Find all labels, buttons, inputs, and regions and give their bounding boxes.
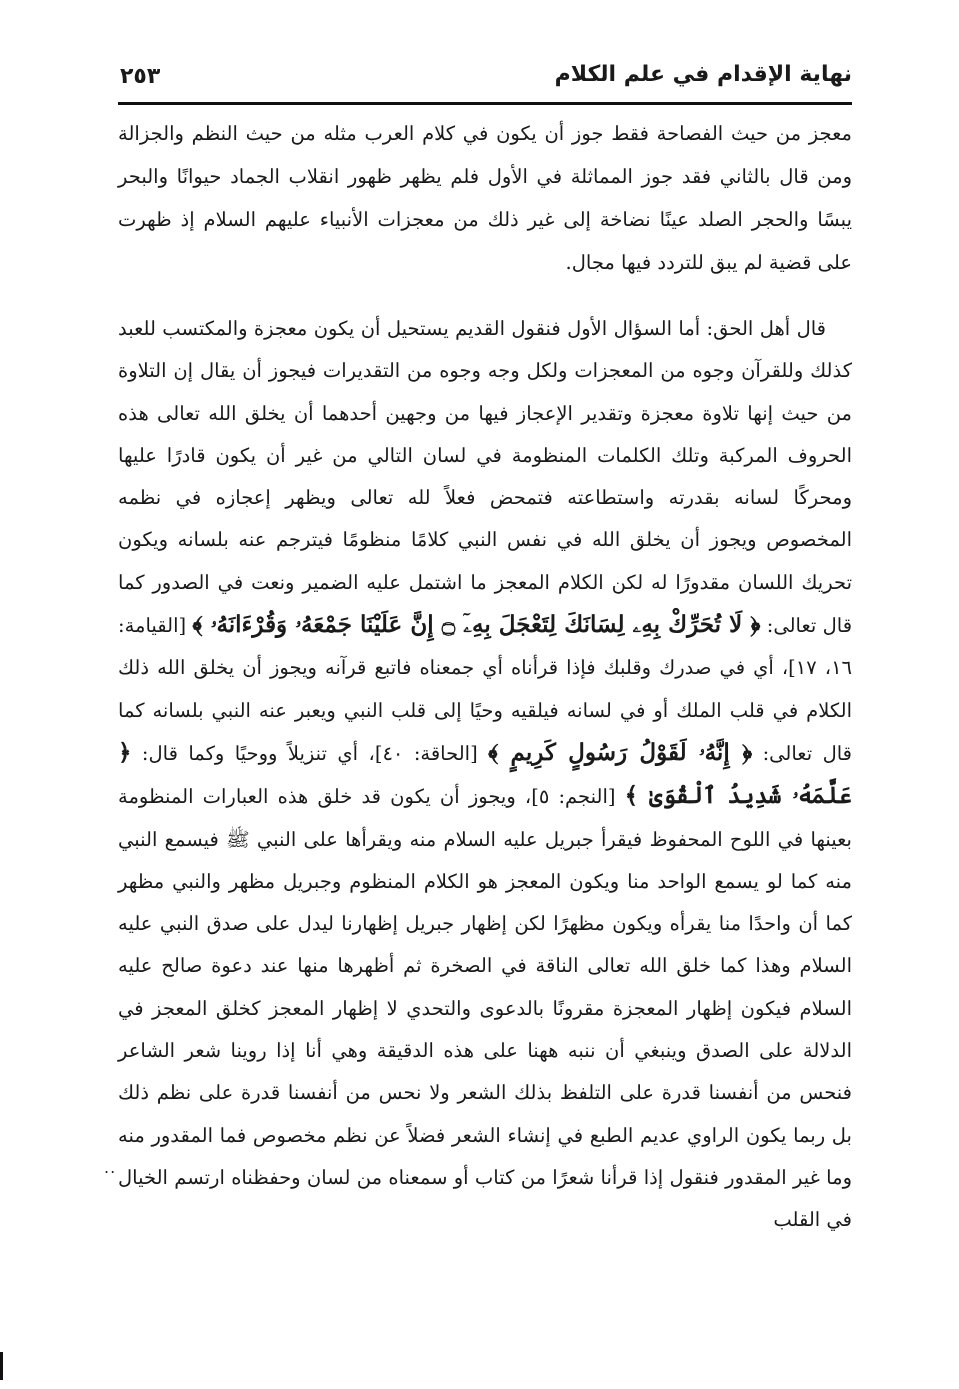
running-header <box>118 58 852 105</box>
quran-ref-najm: [النجم: ٥] <box>531 785 616 809</box>
quran-ref-haqqah: [الحاقة: ٤٠] <box>374 741 478 765</box>
book-title: نهاية الإقدام في علم الكلام <box>554 62 852 87</box>
quran-ref-qiyamah: [القيامة: ١٦، ١٧] <box>118 614 853 680</box>
quran-quote-qiyamah: ﴿ لَا تُحَرِّكْ بِهِۦ لِسَانَكَ لِتَعْجَلَ بِهِۦٓ ۝ إِنَّ عَلَيْنَا جَمْعَهُۥ وَقُرْءَانَهُۥ ﴾ <box>192 611 761 639</box>
paragraph-continuation <box>118 112 852 284</box>
paragraph-2-part-4: ، ويجوز أن يكون قد خلق هذه العبارات المنظومة بعينها في اللوح المحفوظ فيقرأ جبريل عليه السلام منه ويقرأها على النبي ﷺ فيسمع النبي منه كما لو يسمع الواحد منا ويكون المعجز هو الكلام المنظوم وجبريل مظهر والنبي مظهر كما أن واحدًا منا يقرأه ويكون مظهرًا لكن إظهار جبريل إظهارنا ليدل على صدق النبي عليه السلام وهذا كما خلق الله تعالى الناقة في الصخرة ثم أظهرها منها عند دعوة صالح عليه السلام فيكون إظهار المعجزة مقرونًا بالدعوى والتحدي لا إظهار المعجز كخلق المعجز في الدلالة على الصدق وينبغي أن ننبه ههنا على هذه الدقيقة وهي أنا إذا روينا شعر الشاعر فنحس من أنفسنا قدرة على التلفظ بذلك الشعر ولا نحس من أنفسنا قدرة على نظم ذلك بل ربما يكون الراوي عديم الطبع في إنشاء الشعر فضلاً عن نظم مخصوص فما المقدور منه وما غير المقدور فنقول إذا قرأنا شعرًا من كتاب أو سمعناه من لسان وحفظناه ارتسم الخيال في القلب <box>118 785 853 1232</box>
paragraph-2-part-2: ، أي في صدرك وقلبك فإذا قرأناه أي جمعناه فاتبع قرآنه ويجوز أن يخلق الله ذلك الكلام في قلب الملك أو في لسانه فيلقيه وحيًا إلى قلب النبي ويعبر عنه النبي بلسانه كما قال تعالى: <box>118 656 852 765</box>
page-number: ٢٥٣ <box>120 64 161 89</box>
paragraph-2-part-1: قال أهل الحق: أما السؤال الأول فنقول القديم يستحيل أن يكون معجزة والمكتسب للعبد كذلك وللقرآن وجوه من المعجزات ولكل وجه وجوه من التقديرات فيجوز أن يقال إن التلاوة من حيث إنها تلاوة معجزة وتقدير الإعجاز فيها من وجهين أحدهما أن يخلق الله تعالى هذه الحروف المركبة وتلك الكلمات المنظومة في لسان التالي من غير أن يكون قادرًا عليها ومحركًا لسانه بقدرته واستطاعته فتمحض فعلاً لله تعالى ويظهر إعجازه في نظمه المخصوص ويجوز أن يخلق الله في نفس النبي كلامًا منظومًا فيترجم عنه بلسانه ويكون تحريك اللسان مقدورًا له لكن الكلام المعجز ما اشتمل عليه الضمير ونعت في الصدور كما قال تعالى: <box>118 317 853 638</box>
scan-edge-mark <box>0 1352 3 1380</box>
paragraph-ahl-al-haqq <box>118 308 852 1242</box>
paragraph-2-part-3: ، أي تنزيلاً ووحيًا وكما قال: <box>141 741 375 765</box>
quran-quote-haqqah: ﴿ إِنَّهُۥ لَقَوْلُ رَسُولٍ كَرِيمٍ ﴾ <box>488 738 753 766</box>
paragraph-1-text: معجز من حيث الفصاحة فقط جوز أن يكون في كلام العرب مثله من حيث النظم والجزالة ومن قال بالثاني فقد جوز المماثلة في الأول فلم يظهر ظهور انقلاب الجماد حيوانًا والبحر يبسًا والحجر الصلد عينًا نضاخة إلى غير ذلك من معجزات الأنبياء عليهم السلام إذ ظهرت على قضية لم يبق للتردد فيها مجال. <box>118 122 852 274</box>
margin-mark: .. <box>104 1158 117 1177</box>
quran-quote-najm: ﴿ عَلَّمَهُۥ شَدِيدُ ٱلْقُوَىٰ ﴾ <box>118 738 852 810</box>
